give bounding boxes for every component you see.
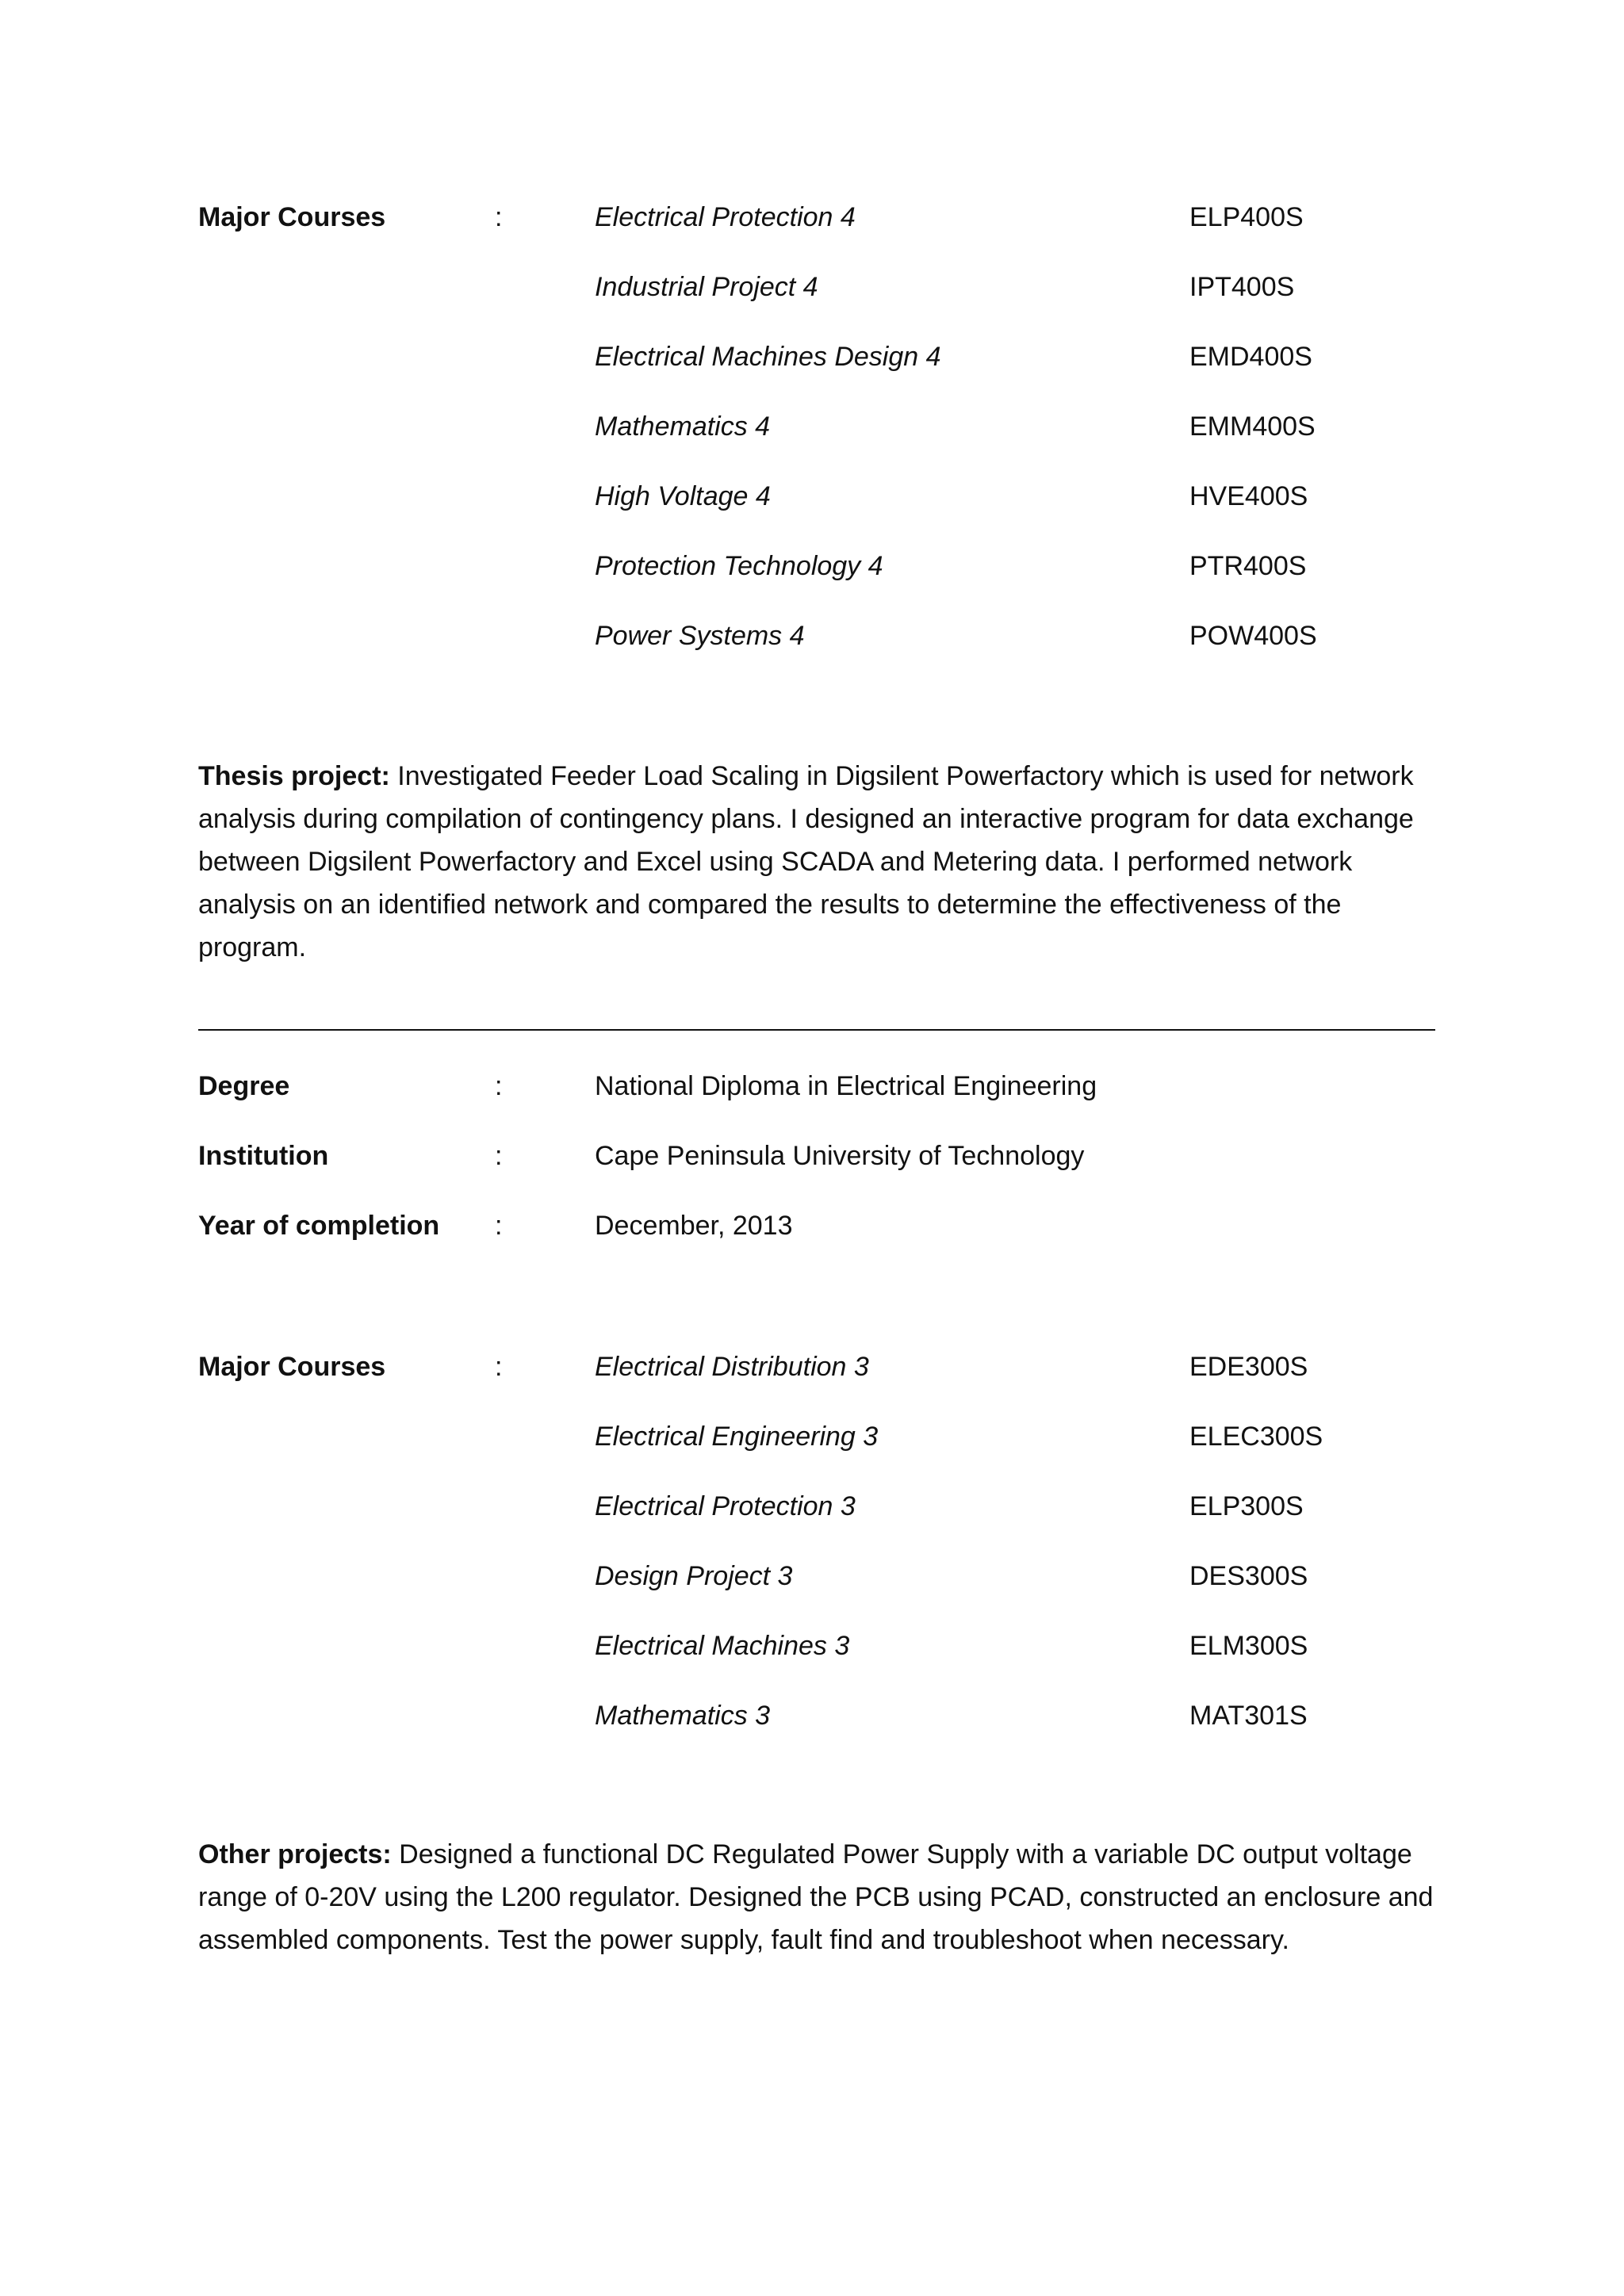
colon: : (495, 1141, 503, 1171)
year-label: Year of completion (198, 1211, 440, 1241)
thesis-paragraph (198, 755, 1443, 969)
institution-value: Cape Peninsula University of Technology (595, 1141, 1085, 1171)
course-name: Protection Technology 4 (595, 551, 883, 581)
course-row (0, 263, 1624, 311)
course-row (0, 612, 1624, 660)
course-name: Industrial Project 4 (595, 272, 818, 302)
course-name: Electrical Machines Design 4 (595, 342, 941, 372)
course-name: Design Project 3 (595, 1561, 793, 1591)
institution-row (0, 1132, 1624, 1180)
degree-value: National Diploma in Electrical Engineering (595, 1071, 1097, 1101)
course-row (0, 1622, 1624, 1670)
degree-label: Degree (198, 1071, 290, 1101)
course-row (0, 333, 1624, 381)
course-code: ELP300S (1189, 1491, 1304, 1521)
course-row (0, 403, 1624, 450)
course-row (0, 1483, 1624, 1530)
course-code: DES300S (1189, 1561, 1308, 1591)
major-courses-label: Major Courses (198, 202, 386, 232)
course-code: MAT301S (1189, 1701, 1308, 1731)
course-name: Electrical Engineering 3 (595, 1422, 879, 1452)
course-row (0, 473, 1624, 520)
colon: : (495, 1071, 503, 1101)
colon: : (495, 202, 503, 232)
other-projects-paragraph (198, 1833, 1443, 1961)
course-code: PTR400S (1189, 551, 1307, 581)
major-courses-label: Major Courses (198, 1352, 386, 1382)
thesis-label: Thesis project: (198, 761, 390, 791)
course-name: High Voltage 4 (595, 481, 771, 511)
course-name: Mathematics 3 (595, 1701, 771, 1731)
major-courses-row (0, 1343, 1624, 1391)
course-row (0, 1413, 1624, 1460)
colon: : (495, 1211, 503, 1241)
course-row (0, 1692, 1624, 1739)
course-code: ELEC300S (1189, 1422, 1323, 1452)
course-row (0, 542, 1624, 590)
course-name: Electrical Machines 3 (595, 1631, 850, 1661)
course-name: Mathematics 4 (595, 411, 771, 442)
course-code: IPT400S (1189, 272, 1295, 302)
course-code: HVE400S (1189, 481, 1308, 511)
course-code: ELP400S (1189, 202, 1304, 232)
section-divider (198, 1029, 1435, 1031)
colon: : (495, 1352, 503, 1382)
other-projects-text: Designed a functional DC Regulated Power Supply with a variable DC output voltage range of 0-20V using the L200 regulator. Designed the PCB using PCAD, constructed an enclosure and assembled components. Test the power supply, fault find and troubleshoot when necessary. (198, 1839, 1434, 1955)
course-code: POW400S (1189, 621, 1317, 651)
course-code: EMM400S (1189, 411, 1316, 442)
course-row (0, 1552, 1624, 1600)
course-code: EDE300S (1189, 1352, 1308, 1382)
course-name: Electrical Protection 3 (595, 1491, 856, 1521)
year-value: December, 2013 (595, 1211, 793, 1241)
course-name: Electrical Distribution 3 (595, 1352, 869, 1382)
course-name: Electrical Protection 4 (595, 202, 856, 232)
other-projects-label: Other projects: (198, 1839, 392, 1869)
institution-label: Institution (198, 1141, 329, 1171)
course-name: Power Systems 4 (595, 621, 805, 651)
course-code: EMD400S (1189, 342, 1312, 372)
degree-row (0, 1062, 1624, 1110)
course-code: ELM300S (1189, 1631, 1308, 1661)
year-row (0, 1202, 1624, 1249)
thesis-text: Investigated Feeder Load Scaling in Digsilent Powerfactory which is used for network analysis during compilation of contingency plans. I designed an interactive program for data exchange between Digsilent Powerfactory and Excel using SCADA and Metering data. I performed network analysis on an identified network and compared the results to determine the effectiveness of the program. (198, 761, 1414, 962)
major-courses-row (0, 193, 1624, 241)
